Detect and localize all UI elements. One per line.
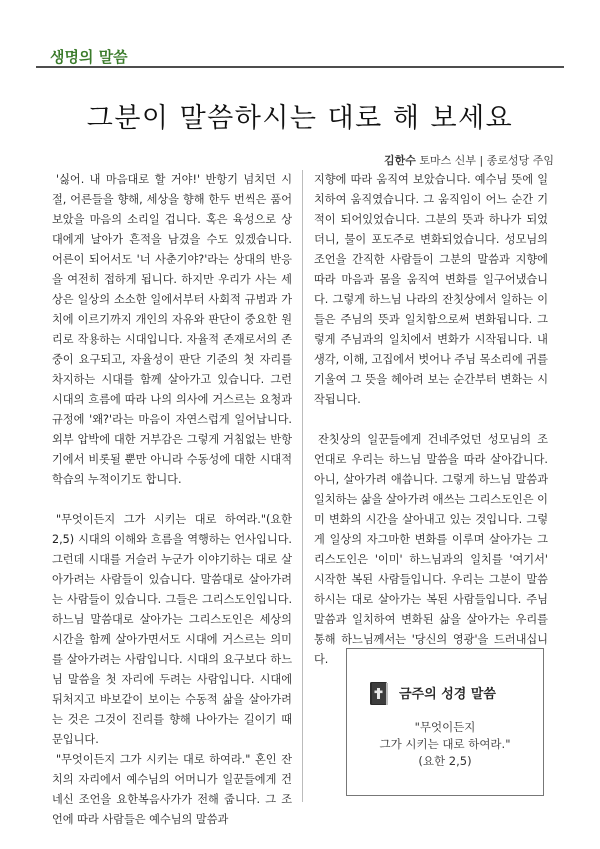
paragraph: 잔칫상의 일꾼들에게 건네주었던 성모님의 조언대로 우리는 하느님 말씀을 따라 살아갑니다. 아니, 살아가려 애씁니다. 그렇게 하느님 말씀과 일치하는 삶을 살아가려 애쓰는 그리스도인은 이미 변화의 시간을 살아내고 있는 것입니다. 그렇게 일상의 자그마한 변화를 이루며 살아가는 그리스도인은 '이미' 하느님과의 일치를 '여기서' 시작한 복된 사람들입니다. 우리는 그분이 말씀하시는 대로 살아가는 복된 사람들입니다. 주님 말씀과 일치하여 변화된 삶을 살아가는 우리를 통해 하느님께서는 '당신의 영광'을 드러내십니다. [314,433,548,666]
bible-icon [369,681,389,707]
paragraph: "무엇이든지 그가 시키는 대로 하여라." 혼인 잔치의 자리에서 예수님의 어머니가 일꾼들에게 건네신 조언을 요한복음사가가 전해 줍니다. 그 조언에 따라 사람들은 예수님의 말씀과 [52,753,292,826]
verse-text [347,719,543,770]
paragraph: '싫어. 내 마음대로 할 거야!' 반항기 넘치던 시절, 어른들을 향해, 세상을 향해 한두 번씩은 품어 보았을 마음의 소리일 겁니다. 혹은 육성으로 상대에게 날아가 흔적을 남겼을 수도 있겠습니다. 어른이 되어서도 '너 사춘기야?'라는 상대의 반응을 여전히 접하게 됩니다. 하지만 우리가 사는 세상은 일상의 소소한 일에서부터 사회적 규범과 가치에 이르기까지 개인의 자유와 판단이 중요한 원리로 작용하는 시대입니다. 자율적 존재로서의 존중이 요구되고, 자율성이 판단 기준의 첫 자리를 차지하는 시대를 함께 살아가고 있습니다. 그런 시대의 흐름에 따라 나의 의사에 거스르는 요청과 규정에 '왜?'라는 마음이 자연스럽게 일어납니다. 외부 압박에 대한 거부감은 그렇게 거침없는 반항기에서 비롯될 뿐만 아니라 수동성에 대한 시대적 학습의 누적이기도 합니다. [52,173,292,486]
byline [384,152,554,168]
weekly-verse-box [346,648,544,796]
verse-line: 그가 시키는 대로 하여라." [379,737,511,751]
right-column [314,170,548,670]
verse-heading: 금주의 성경 말씀 [399,687,496,702]
article-headline: 그분이 말씀하시는 대로 해 보세요 [86,103,514,134]
author-name: 김한수 [384,154,416,167]
verse-line: "무엇이든지 [414,720,476,734]
header-rule [36,66,564,68]
section-label: 생명의 말씀 [50,48,128,66]
column-divider [302,170,303,802]
left-column [52,170,292,830]
author-role: 토마스 신부 | 종로성당 주임 [419,154,554,167]
paragraph: "무엇이든지 그가 시키는 대로 하여라."(요한 2,5) 시대의 이해와 흐름을 역행하는 언사입니다. 그런데 시대를 거슬러 누군가 이야기하는 대로 살아가려는 사람들이 있습니다. 말씀대로 살아가려는 사람들이 있습니다. 그들은 그리스도인입니다. 하느님 말씀대로 살아가는 그리스도인은 세상의 시간을 함께 살아가면서도 시대에 거스르는 의미를 살아가려는 사람입니다. 시대의 요구보다 하느님 말씀을 첫 자리에 두려는 사람입니다. 시대에 뒤처지고 바보같이 보이는 수동적 삶을 살아가려는 것은 그것이 진리를 향해 나아가는 길이기 때문입니다. [52,513,292,746]
verse-reference: (요한 2,5) [418,754,472,768]
paragraph: 지향에 따라 움직여 보았습니다. 예수님 뜻에 일치하여 움직였습니다. 그 움직임이 어느 순간 기적이 되어있었습니다. 그분의 뜻과 하나가 되었더니, 물이 포도주로 변화되었습니다. 성모님의 조언을 간직한 사람들이 그분의 말씀과 지향에 따라 마음과 몸을 움직여 변화를 일구어냈습니다. 그렇게 하느님 나라의 잔칫상에서 일하는 이들은 주님의 뜻과 일치함으로써 변화됩니다. 그렇게 주님과의 일치에서 변화가 시작됩니다. 내 생각, 이해, 고집에서 벗어나 주님 목소리에 귀를 기울여 그 뜻을 헤아려 보는 순간부터 변화는 시작됩니다. [314,173,548,406]
